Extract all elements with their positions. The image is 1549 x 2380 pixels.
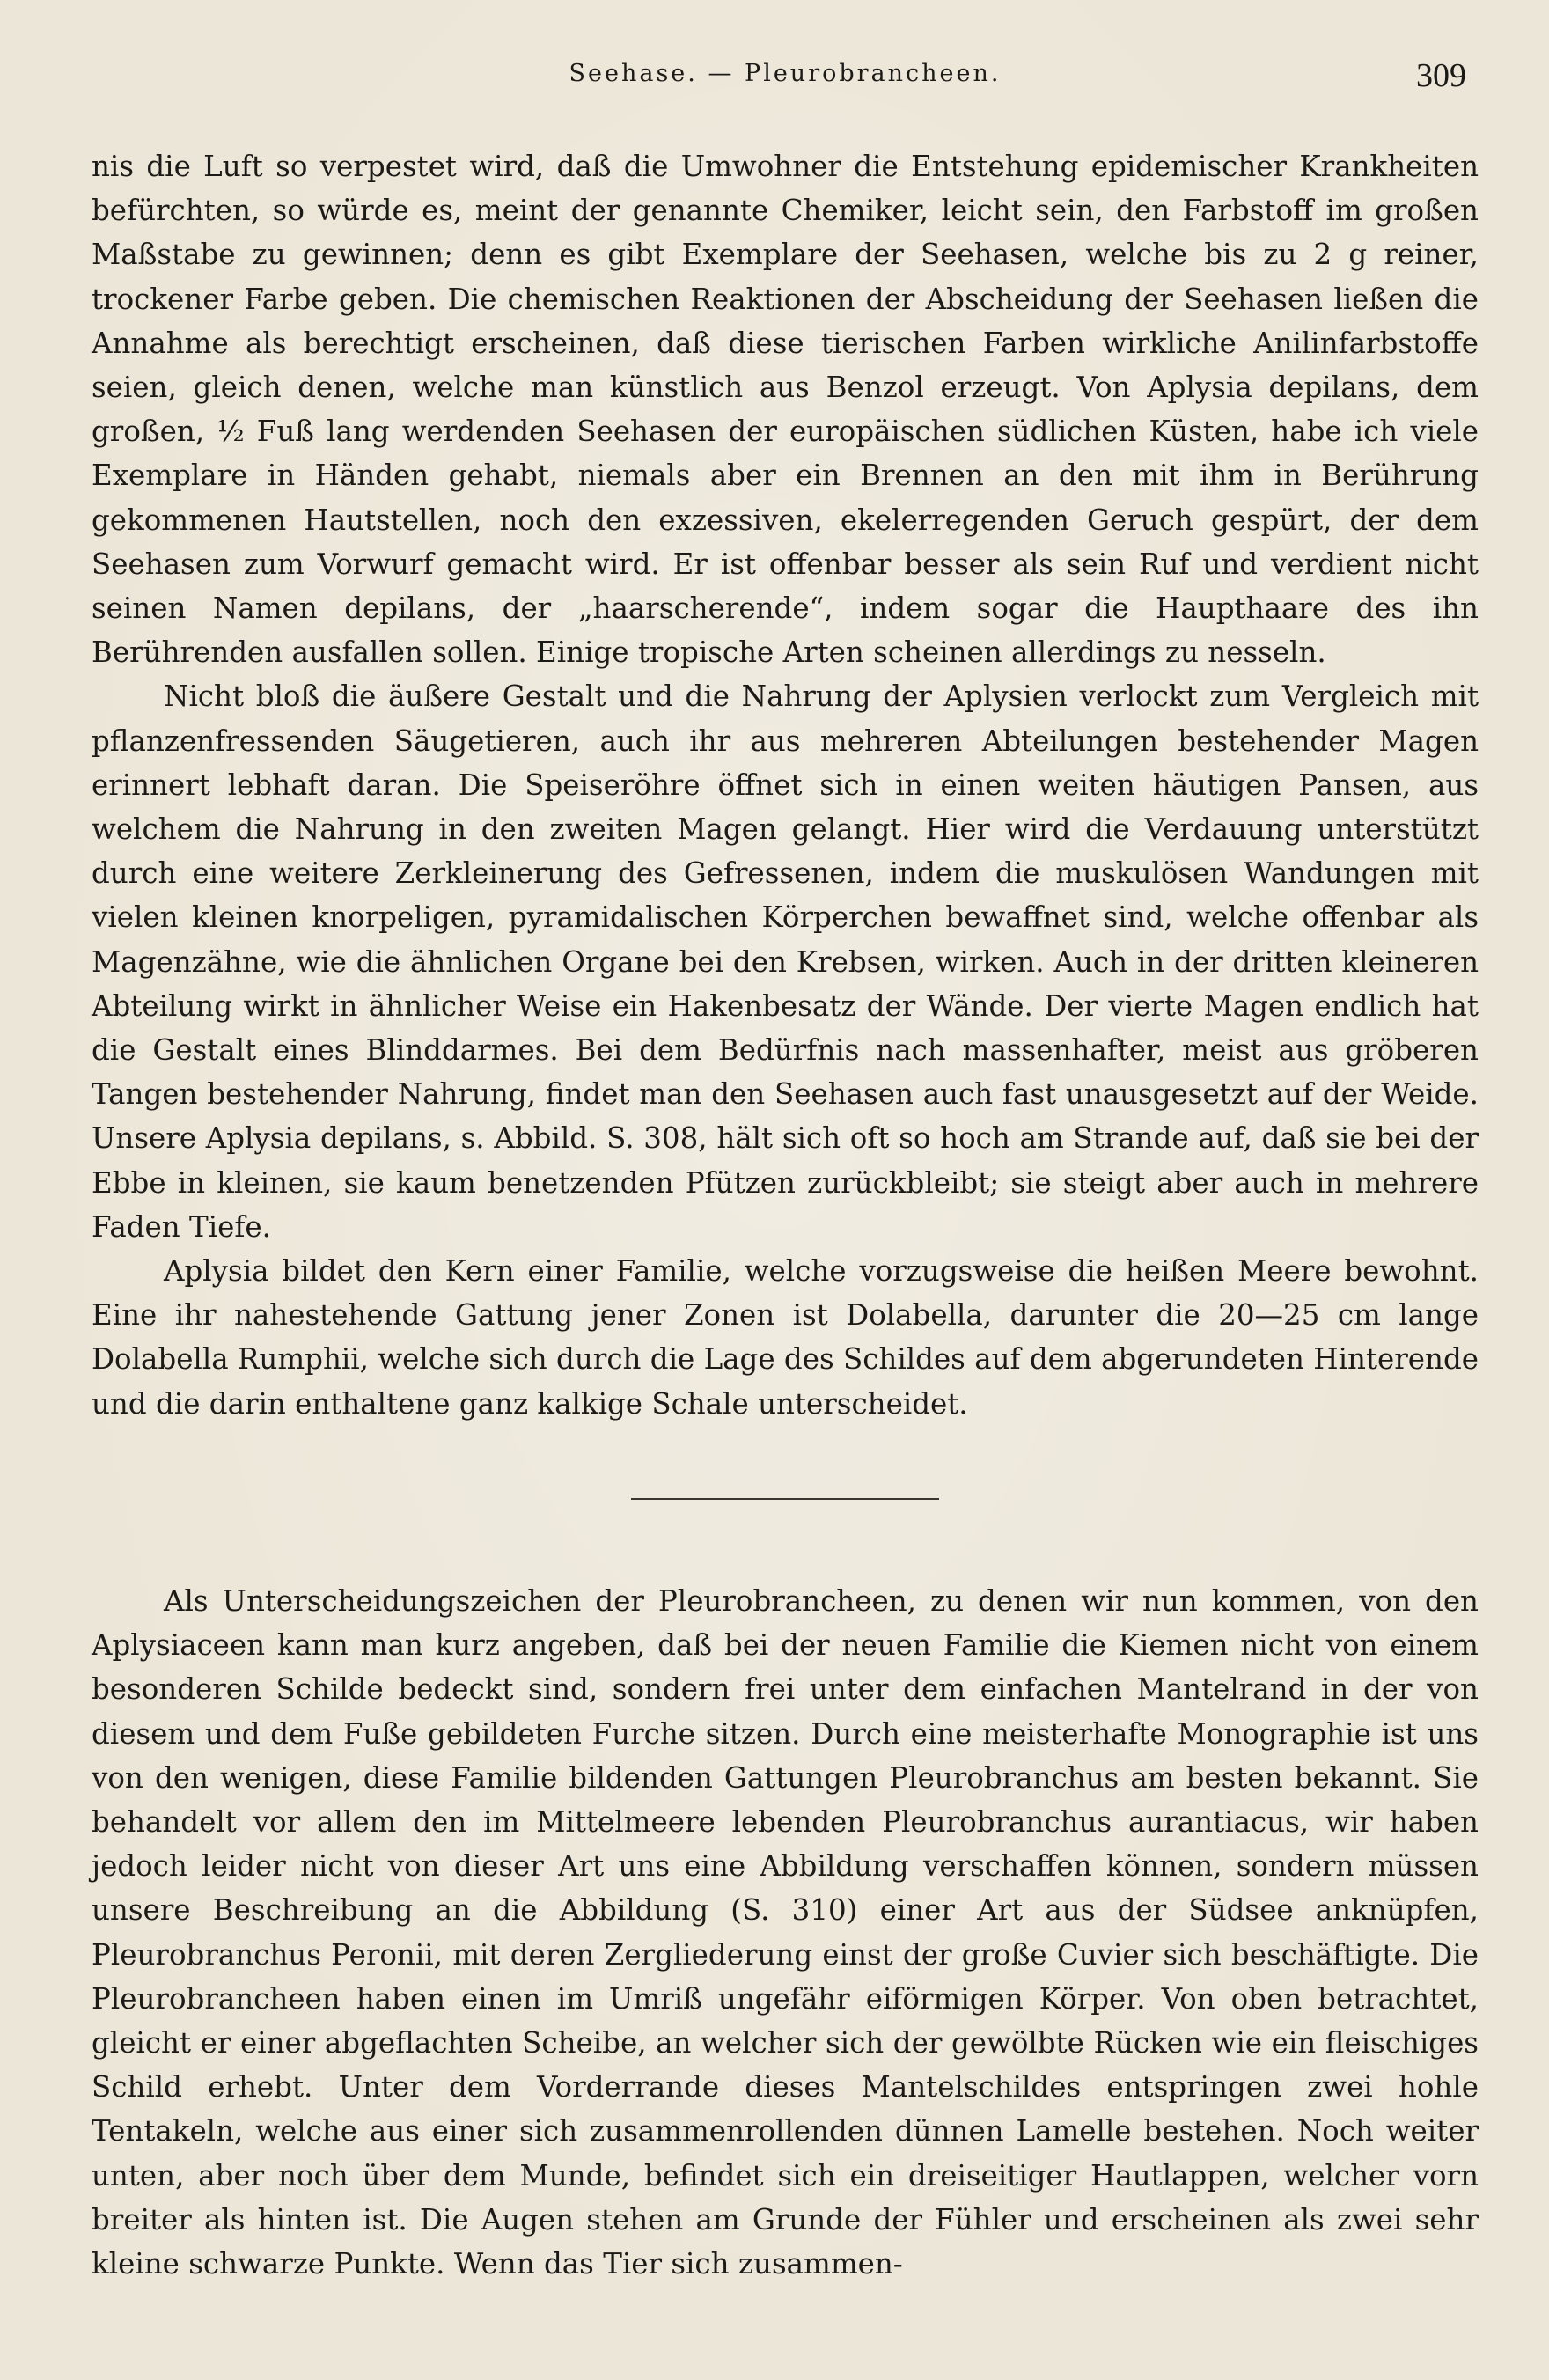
paragraph-aplysia-family: Aplysia bildet den Kern einer Familie, welche vorzugsweise die heißen Meere bewohnt. Eine ihr nahestehende Gattung jener Zonen ist Dolabella, darunter die 20—25 cm lange Dolabella Rumphii, welche sich durch die Lage des Schildes auf dem abgerundeten Hinterende und die darin enthaltene ganz kalkige Schale unterscheidet. [92,1254,1479,1421]
page-header [92,56,1479,100]
main-text [92,144,1479,2286]
paragraph-continuation: nis die Luft so verpestet wird, daß die Umwohner die Entstehung epidemischer Krankheiten befürchten, so würde es, meint der genannte Chemiker, leicht sein, den Farbstoff im großen Maßstabe zu gewinnen; denn es gibt Exemplare der Seehasen, welche bis zu 2 g reiner, trockener Farbe geben. Die chemischen Reaktionen der Abscheidung der Seehasen ließen die Annahme als berechtigt erscheinen, daß diese tierischen Farben wirkliche Anilinfarbstoffe seien, gleich denen, welche man künstlich aus Benzol erzeugt. Von Aplysia depilans, dem großen, ½ Fuß lang werdenden Seehasen der europäischen südlichen Küsten, habe ich viele Exemplare in Händen gehabt, niemals aber ein Brennen an den mit ihm in Berührung gekommenen Hautstellen, noch den exzessiven, ekelerregenden Geruch gespürt, der dem Seehasen zum Vorwurf gemacht wird. Er ist offenbar besser als sein Ruf und verdient nicht seinen Namen depilans, der „haarscherende“, indem sogar die Haupthaare des ihn Berührenden ausfallen sollen. Einige tropische Arten scheinen allerdings zu nesseln. [92,150,1479,670]
page-number: 309 [1416,57,1466,94]
section-divider [631,1498,939,1500]
running-title: Seehase. — Pleurobrancheen. [569,60,1002,87]
paragraph-stomach: Nicht bloß die äußere Gestalt und die Nahrung der Aplysien verlockt zum Vergleich mit pflanzenfressenden Säugetieren, auch ihr aus mehreren Abteilungen bestehender Magen erinnert lebhaft daran. Die Speiseröhre öffnet sich in einen weiten häutigen Pansen, aus welchem die Nahrung in den zweiten Magen gelangt. Hier wird die Verdauung unterstützt durch eine weitere Zerkleinerung des Gefressenen, indem die muskulösen Wandungen mit vielen kleinen knorpeligen, pyramidalischen Körperchen bewaffnet sind, welche offenbar als Magenzähne, wie die ähnlichen Organe bei den Krebsen, wirken. Auch in der dritten kleineren Abteilung wirkt in ähnlicher Weise ein Hakenbesatz der Wände. Der vierte Magen endlich hat die Gestalt eines Blinddarmes. Bei dem Bedürfnis nach massenhafter, meist aus gröberen Tangen bestehender Nahrung, findet man den Seehasen auch fast unausgesetzt auf der Weide. Unsere Aplysia depilans, s. Abbild. S. 308, hält sich oft so hoch am Strande auf, daß sie bei der Ebbe in kleinen, sie kaum benetzenden Pfützen zurückbleibt; sie steigt aber auch in mehrere Faden Tiefe. [92,679,1479,1244]
paragraph-pleurobrancheen: Als Unterscheidungszeichen der Pleurobrancheen, zu denen wir nun kommen, von den Aplysiaceen kann man kurz angeben, daß bei der neuen Familie die Kiemen nicht von einem besonderen Schilde bedeckt sind, sondern frei unter dem einfachen Mantelrand in der von diesem und dem Fuße gebildeten Furche sitzen. Durch eine meisterhafte Monographie ist uns von den wenigen, diese Familie bildenden Gattungen Pleurobranchus am besten bekannt. Sie behandelt vor allem den im Mittelmeere lebenden Pleurobranchus aurantiacus, wir haben jedoch leider nicht von dieser Art uns eine Abbildung verschaffen können, sondern müssen unsere Beschreibung an die Abbildung (S. 310) einer Art aus der Südsee anknüpfen, Pleurobranchus Peronii, mit deren Zergliederung einst der große Cuvier sich beschäftigte. Die Pleurobrancheen haben einen im Umriß ungefähr eiförmigen Körper. Von oben betrachtet, gleicht er einer abgeflachten Scheibe, an welcher sich der gewölbte Rücken wie ein fleischiges Schild erhebt. Unter dem Vorderrande dieses Mantelschildes entspringen zwei hohle Tentakeln, welche aus einer sich zusammenrollenden dünnen Lamelle bestehen. Noch weiter unten, aber noch über dem Munde, befindet sich ein dreiseitiger Hautlappen, welcher vorn breiter als hinten ist. Die Augen stehen am Grunde der Fühler und erscheinen als zwei sehr kleine schwarze Punkte. Wenn das Tier sich zusammen- [92,1583,1479,2281]
